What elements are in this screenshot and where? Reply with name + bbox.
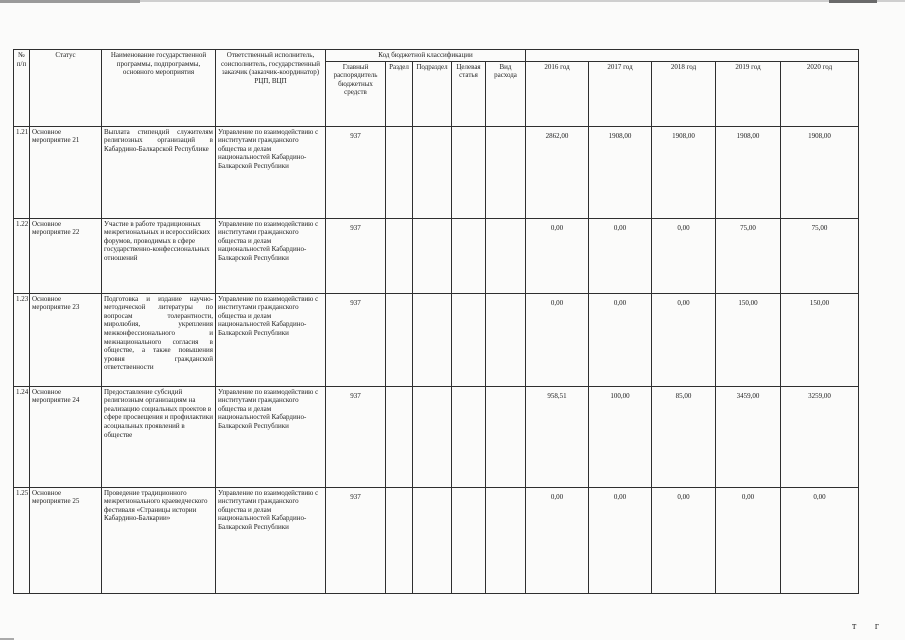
row-value-2020: 1908,00 xyxy=(781,126,859,218)
row-status: Основное мероприятие 25 xyxy=(30,487,102,593)
row-status: Основное мероприятие 22 xyxy=(30,218,102,293)
row-expense-type xyxy=(486,218,526,293)
row-num: 1.25 xyxy=(14,487,30,593)
col-header-target: Целевая статья xyxy=(452,61,486,126)
row-status: Основное мероприятие 24 xyxy=(30,386,102,487)
table-row xyxy=(14,218,859,293)
row-section xyxy=(386,487,413,593)
col-header-years-group xyxy=(526,50,859,62)
row-value-2018: 0,00 xyxy=(652,487,716,593)
row-value-2018: 85,00 xyxy=(652,386,716,487)
col-header-year-2018: 2018 год xyxy=(652,61,716,126)
row-value-2019: 150,00 xyxy=(716,293,781,386)
row-num: 1.24 xyxy=(14,386,30,487)
col-header-status: Статус xyxy=(30,50,102,127)
row-expense-type xyxy=(486,126,526,218)
row-subsection xyxy=(413,293,452,386)
row-value-2020: 150,00 xyxy=(781,293,859,386)
row-section xyxy=(386,126,413,218)
row-target xyxy=(452,386,486,487)
col-header-grbs: Главный распорядитель бюджетных средств xyxy=(326,61,386,126)
row-value-2016: 0,00 xyxy=(526,487,589,593)
row-value-2019: 1908,00 xyxy=(716,126,781,218)
row-value-2018: 0,00 xyxy=(652,218,716,293)
col-header-name: Наименование государственной программы, подпрограммы, основного мероприятия xyxy=(102,50,216,127)
col-header-subsection: Подраздел xyxy=(413,61,452,126)
row-num: 1.21 xyxy=(14,126,30,218)
row-value-2017: 1908,00 xyxy=(589,126,652,218)
scan-mark-left xyxy=(0,0,140,3)
row-responsible: Управление по взаимодействию с институтами гражданского общества и делам национальностей Кабардино-Балкарской Республики xyxy=(216,487,326,593)
col-header-num: № п/п xyxy=(14,50,30,127)
row-grbs: 937 xyxy=(326,126,386,218)
row-value-2017: 0,00 xyxy=(589,293,652,386)
row-name: Участие в работе традиционных межрегиональных и всероссийских форумов, проводимых в сфере государственно-конфессиональных отношений xyxy=(102,218,216,293)
row-value-2016: 0,00 xyxy=(526,218,589,293)
row-grbs: 937 xyxy=(326,386,386,487)
row-value-2018: 1908,00 xyxy=(652,126,716,218)
row-num: 1.22 xyxy=(14,218,30,293)
row-section xyxy=(386,218,413,293)
row-num: 1.23 xyxy=(14,293,30,386)
row-target xyxy=(452,487,486,593)
row-grbs: 937 xyxy=(326,293,386,386)
row-value-2020: 75,00 xyxy=(781,218,859,293)
row-status: Основное мероприятие 23 xyxy=(30,293,102,386)
row-subsection xyxy=(413,386,452,487)
budget-table xyxy=(13,49,859,594)
row-value-2016: 958,51 xyxy=(526,386,589,487)
col-header-year-2017: 2017 год xyxy=(589,61,652,126)
row-responsible: Управление по взаимодействию с институтами гражданского общества и делам национальностей Кабардино-Балкарской Республики xyxy=(216,126,326,218)
row-name: Подготовка и издание научно-методической литературы по вопросам толерантности, миролюбия, укрепления межконфессионального и межнационального согласия в обществе, а также повышения уровня гражданской ответственности xyxy=(102,293,216,386)
row-responsible: Управление по взаимодействию с институтами гражданского общества и делам национальностей Кабардино-Балкарской Республики xyxy=(216,218,326,293)
row-target xyxy=(452,218,486,293)
row-grbs: 937 xyxy=(326,218,386,293)
row-name: Выплата стипендий служителям религиозных организаций в Кабардино-Балкарской Республике xyxy=(102,126,216,218)
row-status: Основное мероприятие 21 xyxy=(30,126,102,218)
row-value-2016: 0,00 xyxy=(526,293,589,386)
row-name: Предоставление субсидий религиозным организациям на реализацию социальных проектов в сфере просвещения и профилактики асоциальных проявлений в обществе xyxy=(102,386,216,487)
row-value-2017: 0,00 xyxy=(589,487,652,593)
col-header-year-2016: 2016 год xyxy=(526,61,589,126)
table-row xyxy=(14,386,859,487)
row-section xyxy=(386,293,413,386)
row-value-2019: 75,00 xyxy=(716,218,781,293)
col-header-year-2020: 2020 год xyxy=(781,61,859,126)
row-value-2020: 3259,00 xyxy=(781,386,859,487)
row-target xyxy=(452,126,486,218)
row-name: Проведение традиционного межрегионального краеведческого фестиваля «Страницы истории Кабардино-Балкарии» xyxy=(102,487,216,593)
col-header-expense-type: Вид расхода xyxy=(486,61,526,126)
row-grbs: 937 xyxy=(326,487,386,593)
scan-mark-right xyxy=(829,0,877,3)
row-target xyxy=(452,293,486,386)
row-expense-type xyxy=(486,386,526,487)
row-value-2020: 0,00 xyxy=(781,487,859,593)
row-responsible: Управление по взаимодействию с институтами гражданского общества и делам национальностей Кабардино-Балкарской Республики xyxy=(216,293,326,386)
row-value-2016: 2862,00 xyxy=(526,126,589,218)
table-row xyxy=(14,293,859,386)
row-value-2019: 0,00 xyxy=(716,487,781,593)
row-value-2017: 100,00 xyxy=(589,386,652,487)
page-footer-marks: т г xyxy=(852,621,887,632)
col-header-section: Раздел xyxy=(386,61,413,126)
row-subsection xyxy=(413,218,452,293)
col-header-responsible: Ответственный исполнитель, соисполнитель, государственный заказчик (заказчик-координатор) РЦП, ВЦП xyxy=(216,50,326,127)
col-header-year-2019: 2019 год xyxy=(716,61,781,126)
row-section xyxy=(386,386,413,487)
row-subsection xyxy=(413,126,452,218)
row-value-2018: 0,00 xyxy=(652,293,716,386)
row-value-2017: 0,00 xyxy=(589,218,652,293)
row-responsible: Управление по взаимодействию с институтами гражданского общества и делам национальностей Кабардино-Балкарской Республики xyxy=(216,386,326,487)
row-value-2019: 3459,00 xyxy=(716,386,781,487)
col-header-budget-code: Код бюджетной классификации xyxy=(326,50,526,62)
row-expense-type xyxy=(486,487,526,593)
row-expense-type xyxy=(486,293,526,386)
table-row xyxy=(14,126,859,218)
row-subsection xyxy=(413,487,452,593)
table-row xyxy=(14,487,859,593)
